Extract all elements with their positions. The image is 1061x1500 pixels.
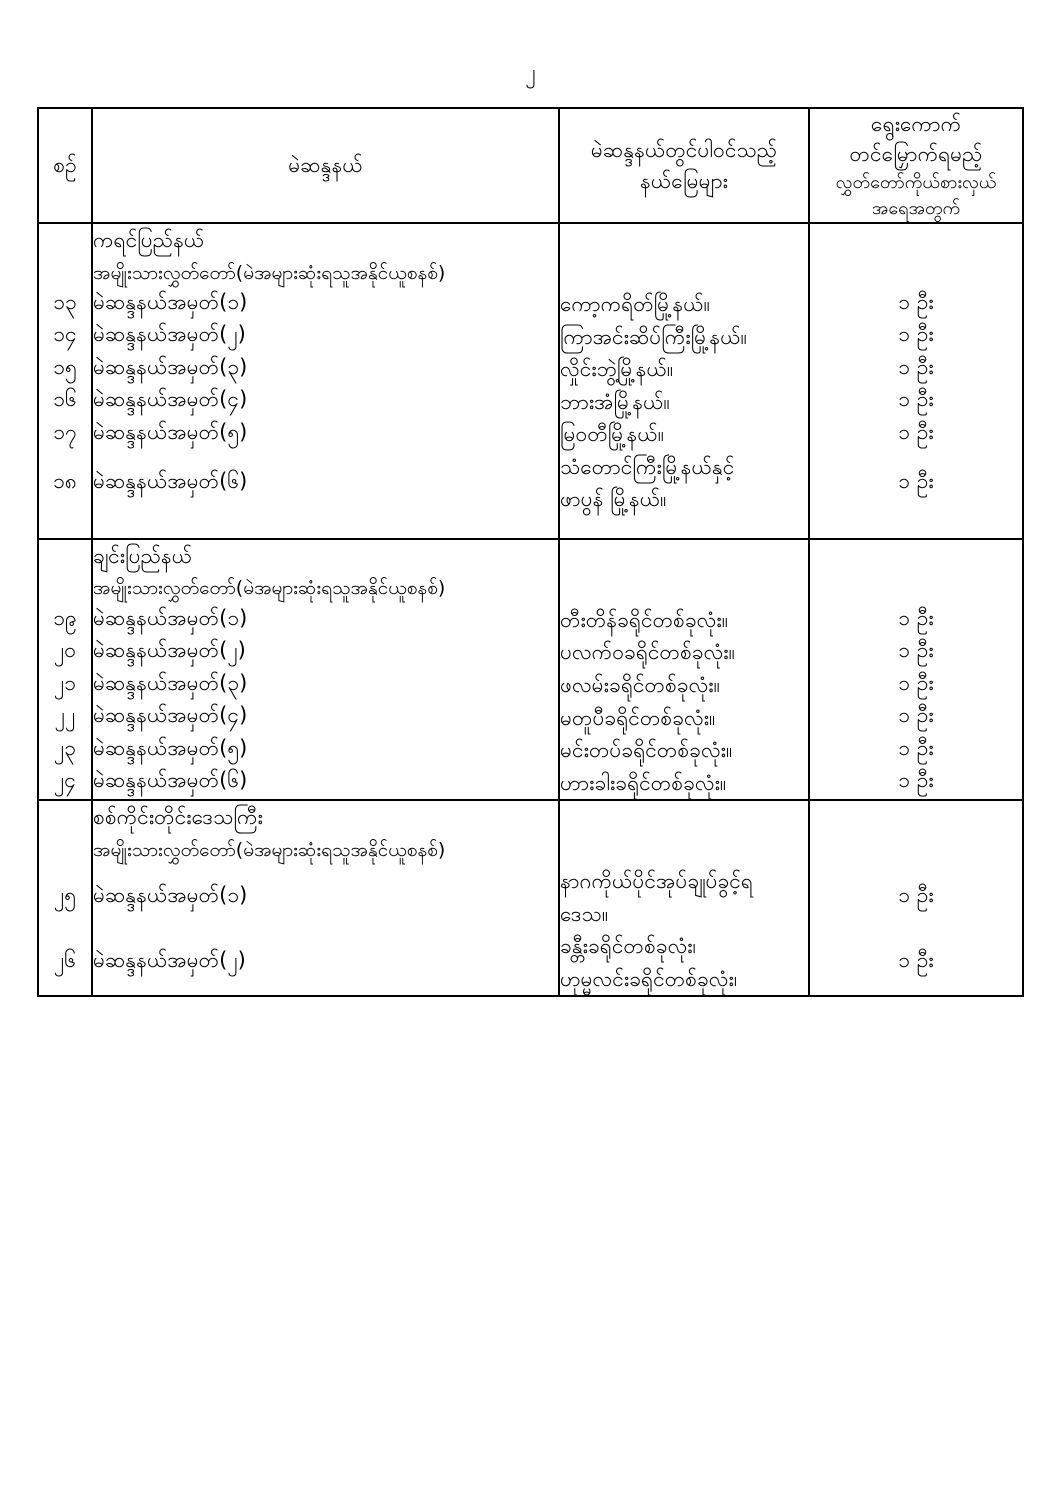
group-header-row xyxy=(38,223,1023,288)
header-reps-line2: တင်မြှောက်ရမည့် xyxy=(849,142,983,167)
header-reps-line4: အရေအတွက် xyxy=(871,197,961,219)
row-no: ၂၁ xyxy=(38,669,92,702)
header-constituency: မဲဆန္ဒနယ် xyxy=(92,108,559,223)
group-header-row xyxy=(38,800,1023,865)
row-count: ၁ ဦး xyxy=(809,767,1023,801)
table-row xyxy=(38,767,1023,801)
group-subtitle: အမျိုးသားလွှတ်တော်(မဲအများဆုံးရသူအနိုင်ယူစနစ်) xyxy=(93,577,446,600)
group-title-cell xyxy=(92,539,559,604)
header-reps-line3: လွှတ်တော်ကိုယ်စားလှယ် xyxy=(835,171,997,193)
row-no: ၁၈ xyxy=(38,451,92,516)
table-row xyxy=(38,288,1023,321)
row-count: ၁ ဦး xyxy=(809,451,1023,516)
row-no: ၂၃ xyxy=(38,734,92,767)
row-areas xyxy=(559,767,809,801)
row-areas xyxy=(559,702,809,735)
group-title-cell xyxy=(92,223,559,288)
group-area-blank xyxy=(559,800,809,865)
table-header-row xyxy=(38,108,1023,223)
row-count: ၁ ဦး xyxy=(809,636,1023,669)
row-area-line: ပလက်ဝခရိုင်တစ်ခုလုံး။ xyxy=(560,640,735,665)
group-count-blank xyxy=(809,800,1023,865)
table-row xyxy=(38,930,1023,996)
row-count: ၁ ဦး xyxy=(809,702,1023,735)
row-count: ၁ ဦး xyxy=(809,418,1023,451)
row-areas xyxy=(559,288,809,321)
row-no: ၁၅ xyxy=(38,353,92,386)
row-area-line: လှိုင်းဘွဲ့မြို့နယ်။ xyxy=(560,357,674,382)
row-area-line: ဖလမ်းခရိုင်တစ်ခုလုံး။ xyxy=(560,672,720,697)
row-area-line: ဖာပွန် မြို့နယ်။ xyxy=(560,487,667,512)
table-body xyxy=(38,223,1023,996)
header-areas xyxy=(559,108,809,223)
row-constituency: မဲဆန္ဒနယ်အမှတ်(၁) xyxy=(92,865,559,930)
row-areas xyxy=(559,321,809,354)
group-subtitle: အမျိုးသားလွှတ်တော်(မဲအများဆုံးရသူအနိုင်ယူစနစ်) xyxy=(93,261,446,284)
row-areas xyxy=(559,930,809,996)
group-title-cell xyxy=(92,800,559,865)
row-constituency: မဲဆန္ဒနယ်အမှတ်(၄) xyxy=(92,386,559,419)
group-count-blank xyxy=(809,539,1023,604)
spacer-cell xyxy=(92,516,559,539)
table-header xyxy=(38,108,1023,223)
row-constituency: မဲဆန္ဒနယ်အမှတ်(၆) xyxy=(92,451,559,516)
row-no: ၁၇ xyxy=(38,418,92,451)
row-constituency: မဲဆန္ဒနယ်အမှတ်(၅) xyxy=(92,734,559,767)
group-title: ကရင်ပြည်နယ် xyxy=(93,228,205,253)
group-no-blank xyxy=(38,223,92,288)
group-title: စစ်ကိုင်းတိုင်းဒေသကြီး xyxy=(93,805,263,830)
row-constituency: မဲဆန္ဒနယ်အမှတ်(၁) xyxy=(92,604,559,637)
row-no: ၂၆ xyxy=(38,930,92,996)
row-count: ၁ ဦး xyxy=(809,386,1023,419)
row-areas xyxy=(559,451,809,516)
row-area-line: ဒေသ။ xyxy=(560,901,609,926)
spacer-cell xyxy=(38,516,92,539)
row-no: ၂၅ xyxy=(38,865,92,930)
row-area-line: မြဝတီမြို့နယ်။ xyxy=(560,422,665,447)
row-no: ၂၀ xyxy=(38,636,92,669)
row-count: ၁ ဦး xyxy=(809,288,1023,321)
row-constituency: မဲဆန္ဒနယ်အမှတ်(၂) xyxy=(92,930,559,996)
row-areas xyxy=(559,636,809,669)
row-area-line: ဘားအံမြို့နယ်။ xyxy=(560,389,670,414)
page-number: ၂ xyxy=(525,60,536,84)
table-row xyxy=(38,604,1023,637)
table-row xyxy=(38,451,1023,516)
table-row xyxy=(38,418,1023,451)
row-no: ၁၉ xyxy=(38,604,92,637)
group-no-blank xyxy=(38,539,92,604)
row-count: ၁ ဦး xyxy=(809,353,1023,386)
row-area-line: မတူပီခရိုင်တစ်ခုလုံး။ xyxy=(560,705,716,730)
row-areas xyxy=(559,865,809,930)
constituency-table xyxy=(37,107,1024,997)
header-areas-line1: မဲဆန္ဒနယ်တွင်ပါဝင်သည့် xyxy=(590,138,778,163)
row-count: ၁ ဦး xyxy=(809,604,1023,637)
row-area-line: သံတောင်ကြီးမြို့နယ်နှင့် xyxy=(560,454,735,479)
row-constituency: မဲဆန္ဒနယ်အမှတ်(၃) xyxy=(92,669,559,702)
row-areas xyxy=(559,734,809,767)
group-spacer xyxy=(38,516,1023,539)
row-area-line: တီးတိန်ခရိုင်တစ်ခုလုံး။ xyxy=(560,607,729,632)
row-count: ၁ ဦး xyxy=(809,321,1023,354)
table-row xyxy=(38,386,1023,419)
row-constituency: မဲဆန္ဒနယ်အမှတ်(၂) xyxy=(92,636,559,669)
row-areas xyxy=(559,418,809,451)
row-areas xyxy=(559,353,809,386)
row-constituency: မဲဆန္ဒနယ်အမှတ်(၄) xyxy=(92,702,559,735)
row-no: ၁၄ xyxy=(38,321,92,354)
row-no: ၂၂ xyxy=(38,702,92,735)
table-row xyxy=(38,321,1023,354)
table-row xyxy=(38,734,1023,767)
table-row xyxy=(38,669,1023,702)
spacer-cell xyxy=(809,516,1023,539)
table-row xyxy=(38,636,1023,669)
group-title: ချင်းပြည်နယ် xyxy=(93,543,193,568)
row-no: ၁၆ xyxy=(38,386,92,419)
row-constituency: မဲဆန္ဒနယ်အမှတ်(၆) xyxy=(92,767,559,801)
header-representatives xyxy=(809,108,1023,223)
header-no: စဉ် xyxy=(38,108,92,223)
row-no: ၂၄ xyxy=(38,767,92,801)
row-no: ၁၃ xyxy=(38,288,92,321)
row-area-line: ကော့ကရိတ်မြို့နယ်။ xyxy=(560,292,711,317)
row-areas xyxy=(559,669,809,702)
table-row xyxy=(38,353,1023,386)
header-reps-line1: ရွေးကောက် xyxy=(870,112,962,136)
row-constituency: မဲဆန္ဒနယ်အမှတ်(၃) xyxy=(92,353,559,386)
row-area-line: ဟုမ္မလင်းခရိုင်တစ်ခုလုံး၊ xyxy=(560,966,738,991)
row-area-line: ဟားခါးခရိုင်တစ်ခုလုံး။ xyxy=(560,770,727,795)
row-count: ၁ ဦး xyxy=(809,865,1023,930)
spacer-cell xyxy=(559,516,809,539)
group-count-blank xyxy=(809,223,1023,288)
row-count: ၁ ဦး xyxy=(809,669,1023,702)
row-constituency: မဲဆန္ဒနယ်အမှတ်(၂) xyxy=(92,321,559,354)
group-header-row xyxy=(38,539,1023,604)
group-area-blank xyxy=(559,539,809,604)
row-constituency: မဲဆန္ဒနယ်အမှတ်(၅) xyxy=(92,418,559,451)
header-areas-line2: နယ်မြေများ xyxy=(640,168,728,193)
row-area-line: နာဂကိုယ်ပိုင်အုပ်ချုပ်ခွင့်ရ xyxy=(560,869,753,894)
row-areas xyxy=(559,604,809,637)
row-areas xyxy=(559,386,809,419)
row-count: ၁ ဦး xyxy=(809,734,1023,767)
table-row xyxy=(38,865,1023,930)
group-area-blank xyxy=(559,223,809,288)
row-area-line: ခန္တီးခရိုင်တစ်ခုလုံး၊ xyxy=(560,934,696,959)
row-count: ၁ ဦး xyxy=(809,930,1023,996)
table-row xyxy=(38,702,1023,735)
group-subtitle: အမျိုးသားလွှတ်တော်(မဲအများဆုံးရသူအနိုင်ယူစနစ်) xyxy=(93,838,446,861)
row-constituency: မဲဆန္ဒနယ်အမှတ်(၁) xyxy=(92,288,559,321)
row-area-line: ကြာအင်းဆိပ်ကြီးမြို့နယ်။ xyxy=(560,324,748,349)
row-area-line: မင်းတပ်ခရိုင်တစ်ခုလုံး။ xyxy=(560,738,733,763)
group-no-blank xyxy=(38,800,92,865)
